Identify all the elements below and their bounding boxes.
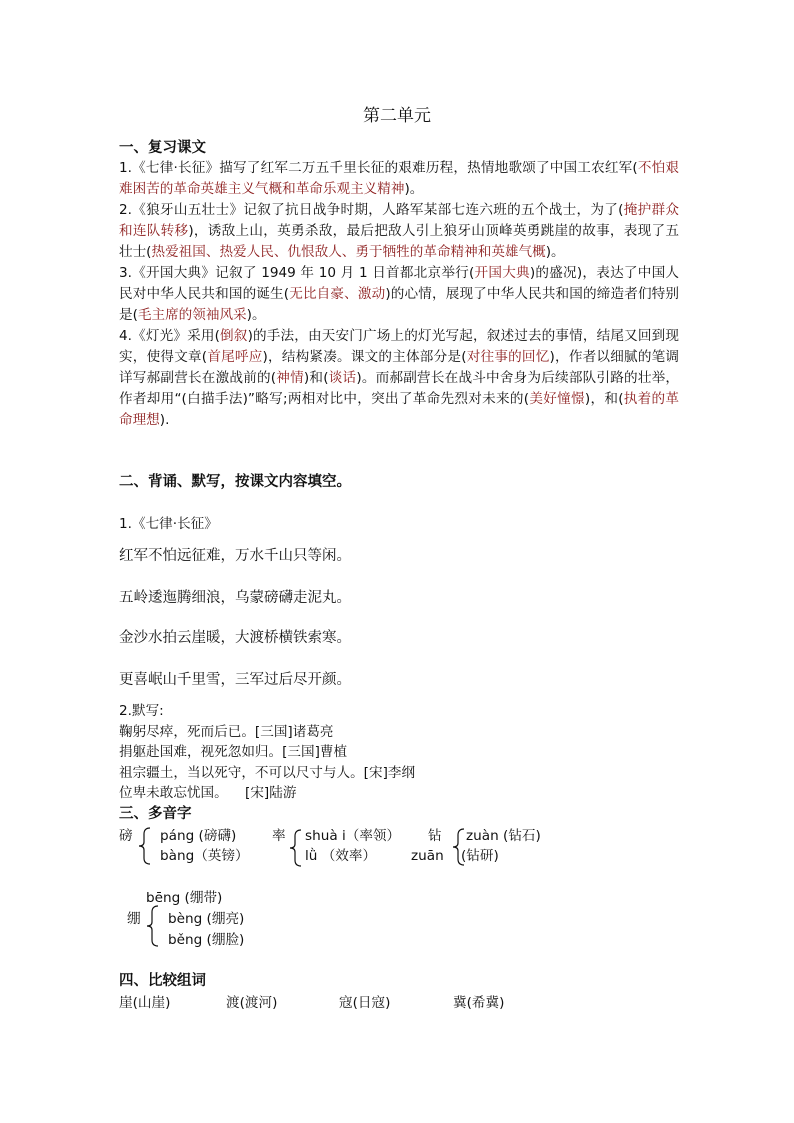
body-text: )，和( [584,391,624,407]
body-text: )的盛况 [529,265,577,281]
body-text: )，表达了中国人民对中华人民共和国的诞生( [119,265,679,302]
body-text: 4.《灯光》采用( [119,328,220,344]
brace-icon [138,826,152,866]
answer-text: 美好憧憬 [529,391,585,407]
review-item-3 [119,263,679,326]
polyphone-side-reading: zuān [411,848,444,864]
compare-word: 冀(希冀) [453,995,505,1011]
poem-line: 更喜岷山千里雪，三军过后尽开颜。 [119,672,351,688]
brace-icon [146,904,160,948]
body-text: )，作者以细腻的笔调详写郝副营长在激战前的( [119,349,680,386]
body-text: )。 [404,181,424,197]
section-heading: 一、复习课文 [119,140,206,156]
dictation-line: 位卑未敢忘忧国。 [宋]陆游 [119,785,297,801]
answer-text: 不怕艰难困苦的革命英雄主义气概和革命乐观主义精神 [119,160,679,197]
polyphone-reading: bēng (绷带) [146,890,223,906]
body-text: )和( [303,370,329,386]
polyphone-char: 率 [272,828,286,844]
polyphone-char: 绷 [127,911,141,927]
body-text: 1.《七律·长征》描写了红军二万五千里长征的艰难历程，热情地歌颂了中国工农红军( [119,160,638,176]
body-text: )的心情，展现了中华人民共和国的缔造者们特别是( [119,286,679,323]
dictation-title: 2.默写: [119,703,164,719]
body-text: )。 [246,307,266,323]
polyphone-reading: lǜ （效率） [305,848,377,864]
dictation-line: 捐躯赴国难，视死忽如归。[三国]曹植 [119,744,348,760]
dictation-block [119,701,415,804]
section-heading: 三、多音字 [119,806,192,822]
body-text: )，诱敌上山，英勇杀敌，最后把敌人引上狼牙山顶峰英勇跳崖的故事，表现了五壮士( [119,223,679,260]
section-review [119,138,679,431]
answer-text: 谈话 [328,370,357,386]
polyphone-reading: běng (绷脸) [168,932,245,948]
answer-text: 执着的革命理想 [119,391,680,428]
review-item-2 [119,200,679,263]
body-text: 3.《开国大典》记叙了 1949 年 10 月 1 日首都北京举行( [119,265,475,281]
answer-text: 神情 [276,370,304,386]
answer-text: 热爱祖国、热爱人民、仇恨敌人、勇于牺牲的革命精神和英雄气概 [151,244,546,260]
poem-line: 红军不怕远征难，万水千山只等闲。 [119,548,351,564]
body-text: )。 [545,244,565,260]
poem-title: 1.《七律·长征》 [119,516,218,532]
body-text: ). [159,412,170,428]
review-item-4 [119,326,679,431]
body-text: )，结构紧凑。课文的主体部分是( [262,349,467,365]
compare-word: 寇(日寇) [339,995,391,1011]
polyphone-reading: shuà i（率领） [305,828,401,844]
polyphone-reading: zuàn (钻石) [466,828,541,844]
answer-text: 无比自豪、激动 [289,286,386,302]
polyphone-reading: bèng (绷亮) [168,911,245,927]
compare-word: 渡(渡河) [226,995,278,1011]
section-heading: 二、背诵、默写，按课文内容填空。 [119,474,351,490]
answer-text: 倒叙 [219,328,248,344]
poem-line: 金沙水拍云崖暖，大渡桥横铁索寒。 [119,630,351,646]
answer-text: 对往事的回忆 [466,349,550,365]
answer-text: 首尾呼应 [207,349,263,365]
poem-line: 五岭逶迤腾细浪，乌蒙磅礴走泥丸。 [119,590,351,606]
polyphone-reading: bàng（英镑） [160,848,249,864]
dictation-line: 鞠躬尽瘁，死而后已。[三国]诸葛亮 [119,723,334,740]
body-text: )的手法，由天安门广场上的灯光写起，叙述过去的事情，结尾又回到现实，使得文章( [119,328,679,365]
polyphone-char: 钻 [428,828,442,844]
polyphone-char: 磅 [119,828,133,844]
review-item-1 [119,158,679,200]
page-title: 第二单元 [363,106,431,126]
polyphone-reading: páng (磅礴) [160,828,237,844]
body-text: )。而郝副营长在战斗中舍身为后续部队引路的壮举，作者却用“(白描手法)”略写;两相对比中，突出了革命先烈对未来的( [119,370,680,407]
dictation-line: 祖宗疆土，当以死守，不可以尺寸与人。[宋]李纲 [119,764,416,781]
review-paragraphs [119,158,679,431]
body-text: 2.《狼牙山五壮士》记叙了抗日战争时期，人路军某部七连六班的五个战士，为了( [119,202,624,218]
brace-icon [289,828,303,868]
polyphone-reading: (钻研) [461,848,499,864]
compare-word: 崖(山崖) [119,995,171,1011]
answer-text: 开国大典 [474,265,530,281]
answer-text: 掩护群众和连队转移 [119,202,679,239]
answer-text: 毛主席的领袖风采 [137,307,247,323]
section-heading: 四、比较组词 [119,973,206,989]
